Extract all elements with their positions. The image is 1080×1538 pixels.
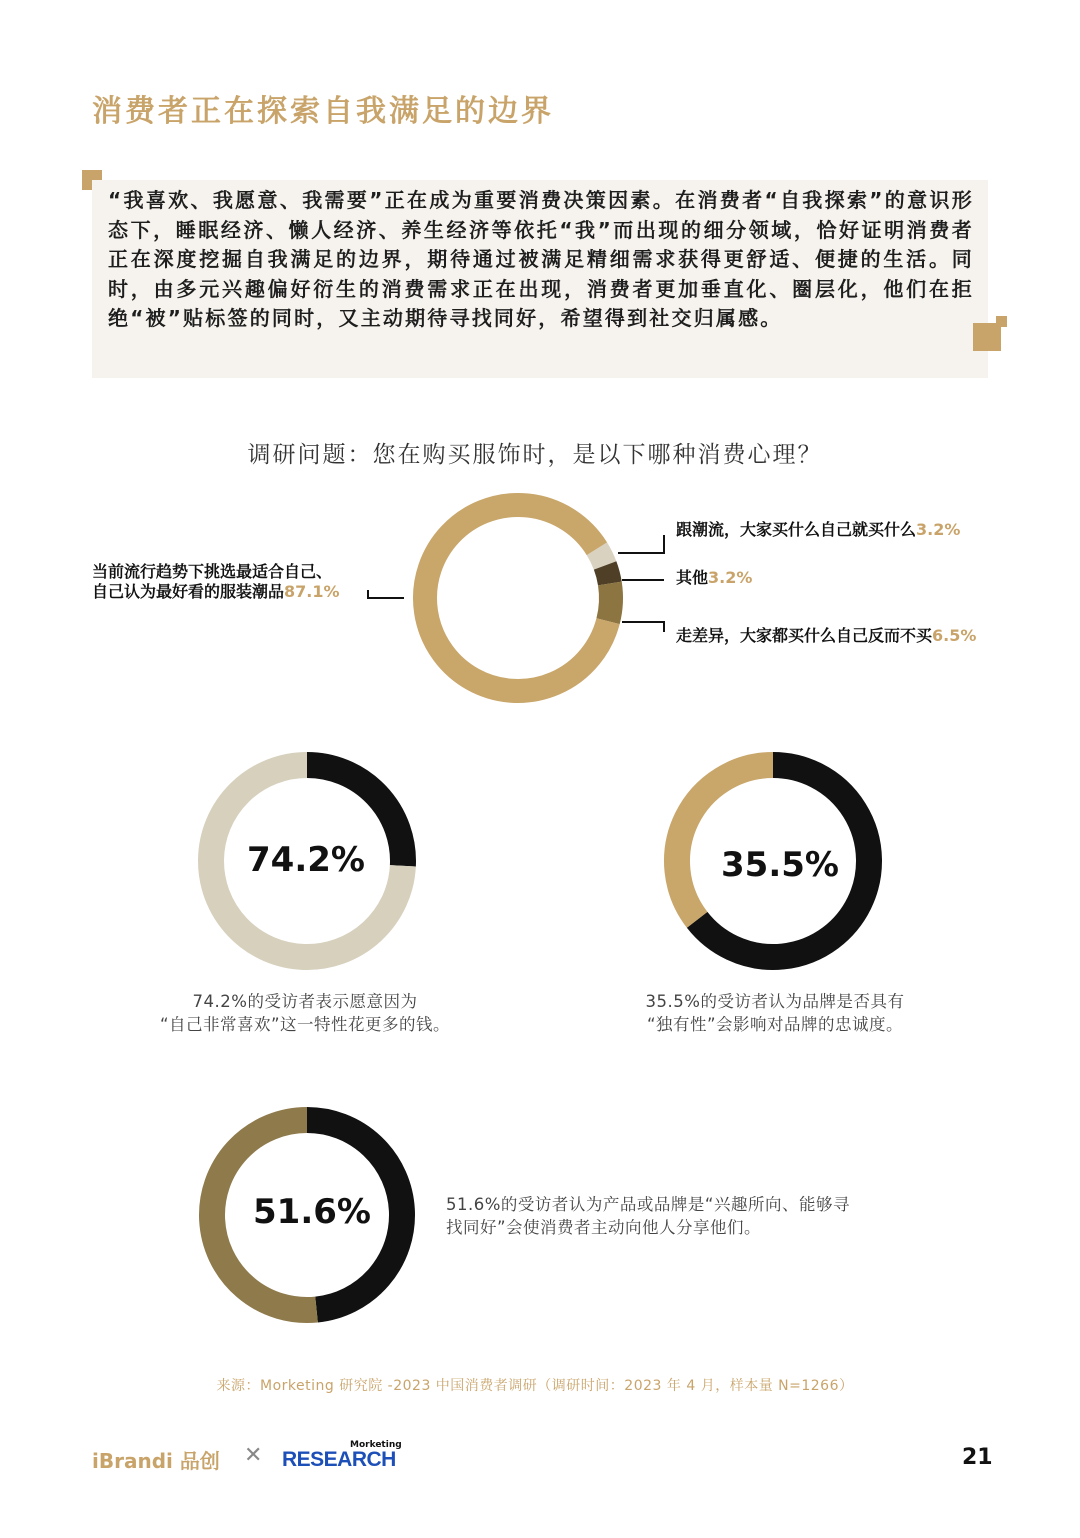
donut-74-center-label: 74.2% <box>247 840 365 880</box>
research-logo-sup: Morketing <box>350 1440 402 1450</box>
slice-pct-trend: 87.1% <box>284 582 340 601</box>
slice-label-follow-text: 跟潮流，大家买什么自己就买什么 <box>676 520 917 539</box>
slice-label-other <box>676 568 752 588</box>
donut-51-caption-line2: 找同好”会使消费者主动向他人分享他们。 <box>446 1218 762 1237</box>
cross-icon: ✕ <box>244 1443 263 1468</box>
slice-pct-follow: 3.2% <box>916 520 961 539</box>
intro-text: “我喜欢、我愿意、我需要”正在成为重要消费决策因素。在消费者“自我探索”的意识形态下，睡眠经济、懒人经济、养生经济等依托“我”而出现的细分领域，恰好证明消费者正在深度挖掘自我满足的边界，期待通过被满足精细需求获得更舒适、便捷的生活。同时，由多元兴趣偏好衍生的消费需求正在出现，消费者更加垂直化、圈层化，他们在拒绝“被”贴标签的同时，又主动期待寻找同好，希望得到社交归属感。 <box>108 188 974 330</box>
page-title: 消费者正在探索自我满足的边界 <box>92 94 554 129</box>
slice-label-trend-line2: 自己认为最好看的服装潮品 <box>92 582 285 601</box>
donut-51-caption <box>446 1193 916 1239</box>
slice-label-trend-line1: 当前流行趋势下挑选最适合自己、 <box>92 562 333 581</box>
leader-line-trend <box>368 590 404 598</box>
slice-label-trend <box>92 562 340 602</box>
slice-label-other-text: 其他 <box>676 568 709 587</box>
main-donut-chart <box>425 505 611 691</box>
donut-74-caption-line1: 74.2%的受访者表示愿意因为 <box>192 992 418 1011</box>
donut-slice-main <box>677 765 773 920</box>
donut-35-caption-line1: 35.5%的受访者认为品牌是否具有 <box>645 992 905 1011</box>
page-number: 21 <box>962 1445 993 1470</box>
donut-74-caption-line2: “自己非常喜欢”这一特性花更多的钱。 <box>159 1015 451 1034</box>
research-logo-text: RESEARCH <box>282 1448 396 1471</box>
donut-51-center-label: 51.6% <box>253 1192 371 1232</box>
slice-pct-other: 3.2% <box>708 568 753 587</box>
slice-label-differ <box>676 626 976 646</box>
survey-question: 调研问题：您在购买服饰时，是以下哪种消费心理？ <box>247 442 823 468</box>
slice-label-differ-text: 走差异，大家都买什么自己反而不买 <box>676 626 933 645</box>
donut-35-center-label: 35.5% <box>721 845 839 885</box>
donut-slice-0 <box>597 549 605 566</box>
donut-74-caption <box>120 990 490 1036</box>
donut-slice-2 <box>608 584 611 622</box>
slice-pct-differ: 6.5% <box>932 626 977 645</box>
donut-slice-3 <box>425 505 608 691</box>
donut-51-caption-line1: 51.6%的受访者认为产品或品牌是“兴趣所向、能够寻 <box>446 1195 850 1214</box>
leader-line-follow <box>618 535 664 553</box>
source-note: 来源：Morketing 研究院 -2023 中国消费者调研（调研时间：2023 年 4 月，样本量 N=1266） <box>216 1378 854 1394</box>
donut-35-caption <box>590 990 960 1036</box>
donut-35-caption-line2: “独有性”会影响对品牌的忠诚度。 <box>646 1015 904 1034</box>
donut-slice-1 <box>605 565 610 583</box>
ibrandi-logo: iBrandi 品创 <box>92 1449 220 1473</box>
leader-line-differ <box>622 622 664 632</box>
slice-label-follow <box>676 520 960 540</box>
